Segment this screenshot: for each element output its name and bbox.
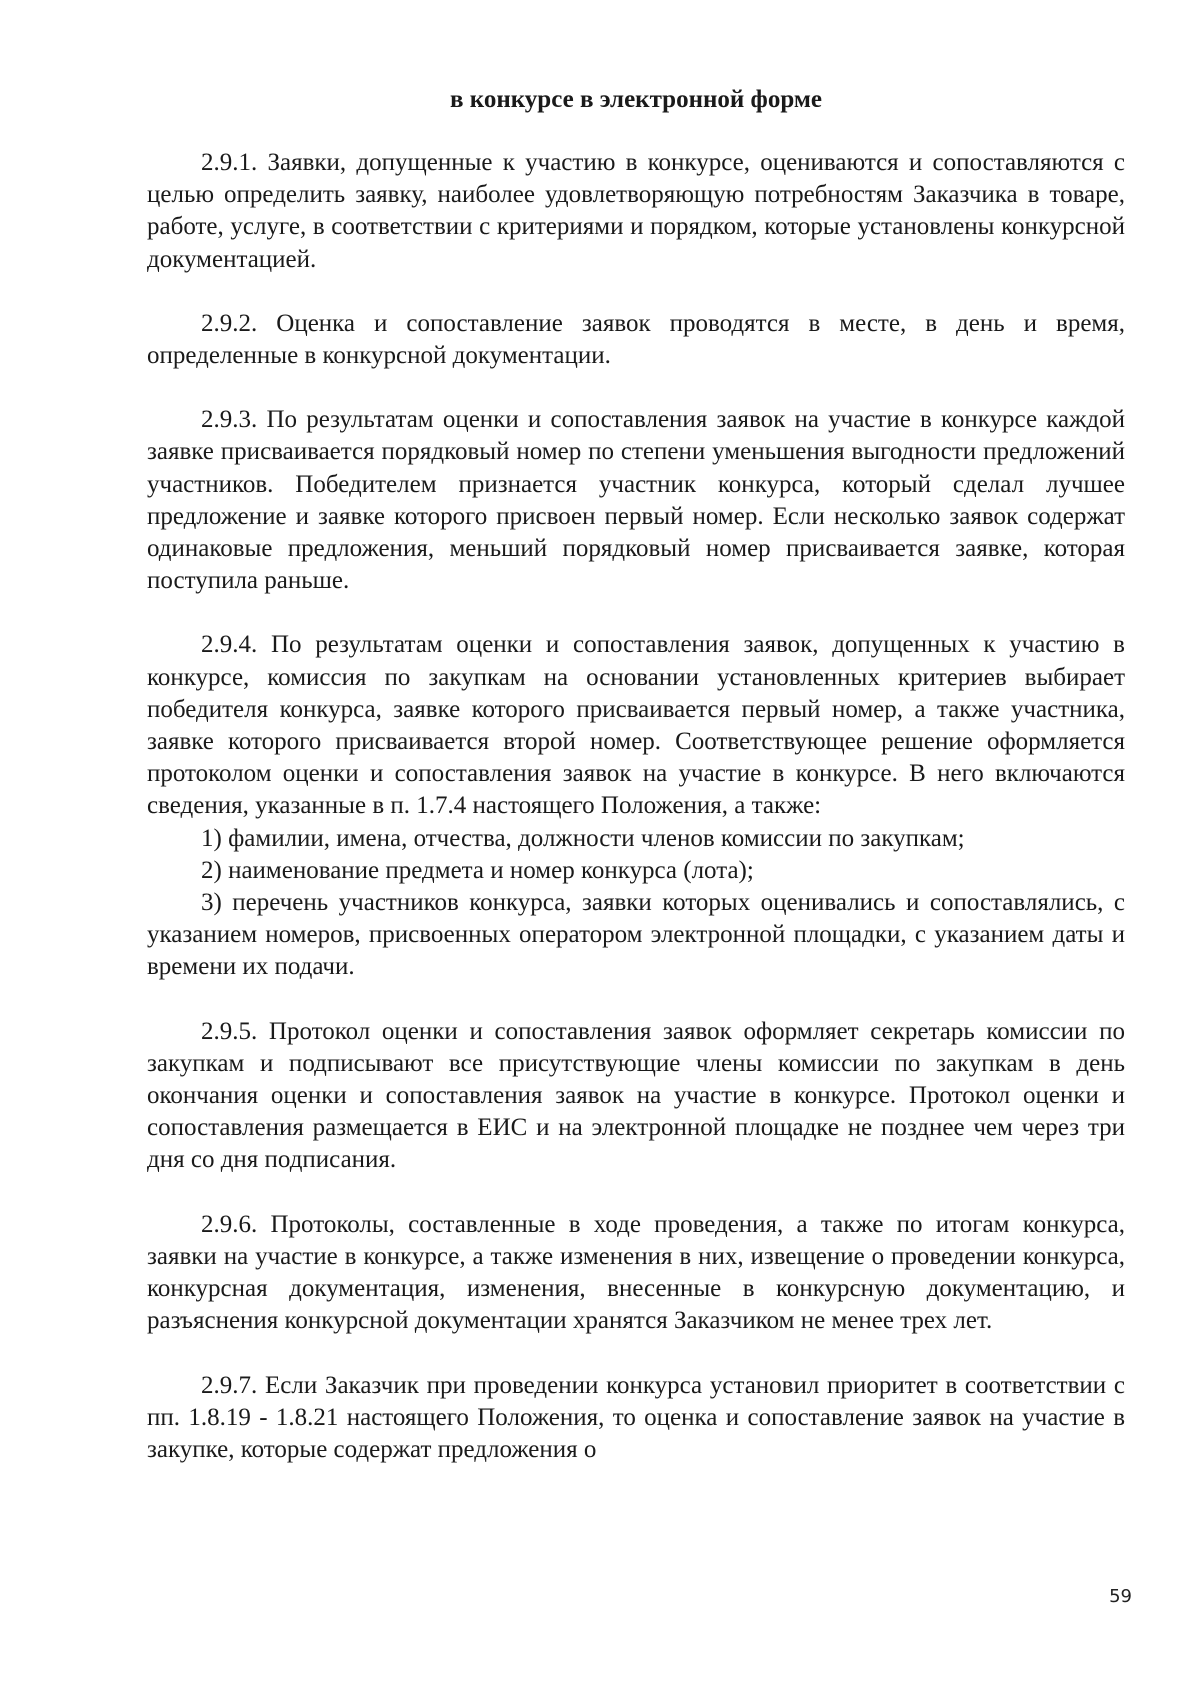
list-item: 3) перечень участников конкурса, заявки которых оценивались и сопоставлялись, с указанием номеров, присвоенных оператором электронной площадки, с указанием даты и времени их подачи. (147, 889, 1125, 981)
list-item: 2) наименование предмета и номер конкурса (лота); (201, 856, 754, 884)
paragraph-2-9-2: 2.9.2. Оценка и сопоставление заявок проводятся в месте, в день и время, определенные в конкурсной документации. (147, 309, 1125, 370)
section-title: в конкурсе в электронной форме (450, 86, 822, 113)
paragraph-2-9-3: 2.9.3. По результатам оценки и сопоставления заявок на участие в конкурсе каждой заявке присваивается порядковый номер по степени уменьшения выгодности предложений участников. Победителем признается участник конкурса, который сделал лучшее предложение и заявке которого присвоен первый номер. Если несколько заявок содержат одинаковые предложения, меньший порядковый номер присваивается заявке, которая поступила раньше. (147, 406, 1125, 595)
list-item: 1) фамилии, имена, отчества, должности членов комиссии по закупкам; (201, 824, 965, 852)
paragraph-2-9-4: 2.9.4. По результатам оценки и сопоставления заявок, допущенных к участию в конкурсе, комиссия по закупкам на основании установленных критериев выбирает победителя конкурса, заявке которого присваивается первый номер, а также участника, заявке которого присваивается второй номер. Соответствующее решение оформляется протоколом оценки и сопоставления заявок на участие в конкурсе. В него включаются сведения, указанные в п. 1.7.4 настоящего Положения, а также: (147, 631, 1125, 820)
document-body (147, 84, 1125, 1498)
paragraph-2-9-5: 2.9.5. Протокол оценки и сопоставления заявок оформляет секретарь комиссии по закупкам и подписывают все присутствующие члены комиссии по закупкам в день окончания оценки и сопоставления заявок на участие в конкурсе. Протокол оценки и сопоставления размещается в ЕИС и на электронной площадке не позднее чем через три дня со дня подписания. (147, 1017, 1125, 1174)
paragraph-2-9-1: 2.9.1. Заявки, допущенные к участию в конкурсе, оцениваются и сопоставляются с целью определить заявку, наиболее удовлетворяющую потребностям Заказчика в товаре, работе, услуге, в соответствии с критериями и порядком, которые установлены конкурсной документацией. (147, 149, 1125, 273)
page-number: 59 (1109, 1586, 1132, 1607)
paragraph-2-9-6: 2.9.6. Протоколы, составленные в ходе проведения, а также по итогам конкурса, заявки на участие в конкурсе, а также изменения в них, извещение о проведении конкурса, конкурсная документация, изменения, внесенные в конкурсную документацию, и разъяснения конкурсной документации хранятся Заказчиком не менее трех лет. (147, 1210, 1125, 1335)
paragraph-2-9-4-list (147, 823, 1125, 984)
paragraph-2-9-7: 2.9.7. Если Заказчик при проведении конкурса установил приоритет в соответствии с пп. 1.8.19 - 1.8.21 настоящего Положения, то оценка и сопоставление заявок на участие в закупке, которые содержат предложения о (147, 1371, 1125, 1463)
